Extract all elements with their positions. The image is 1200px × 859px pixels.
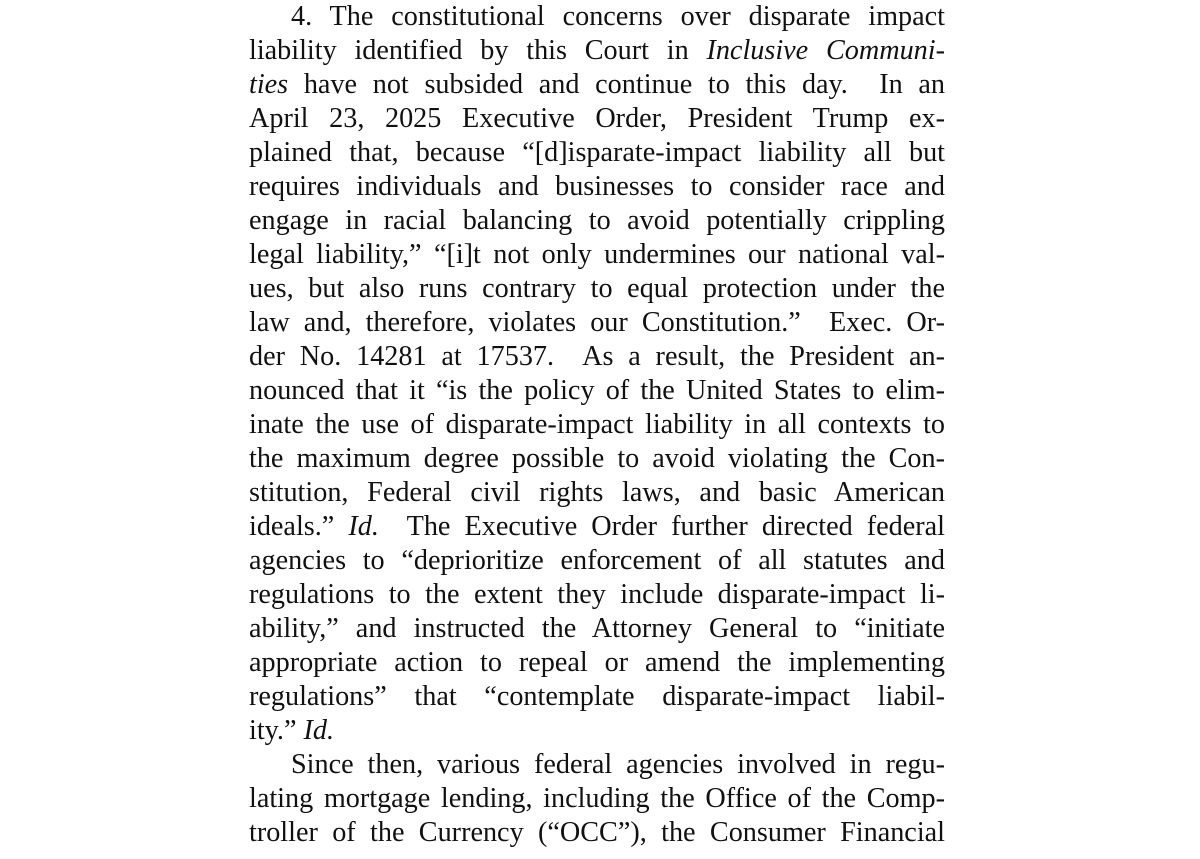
text-segment: April 23, 2025 Executive Order, President Trump ex- — [249, 103, 945, 134]
text-segment: have not subsided and continue to this day. In an — [288, 69, 945, 100]
text-line — [249, 340, 945, 374]
text-line — [249, 442, 945, 476]
text-segment: engage in racial balancing to avoid potentially crippling — [249, 205, 945, 236]
text-segment: liability identified by this Court in — [249, 35, 707, 66]
text-line — [249, 136, 945, 170]
text-segment: lating mortgage lending, including the Office of the Comp- — [249, 783, 945, 814]
text-segment: agencies to “deprioritize enforcement of all statutes and — [249, 545, 945, 576]
text-line — [249, 816, 945, 850]
text-line — [249, 578, 945, 612]
text-line — [249, 612, 945, 646]
text-segment: the maximum degree possible to avoid violating the Con- — [249, 443, 945, 474]
text-segment: ity.” — [249, 715, 304, 746]
text-line — [249, 306, 945, 340]
text-segment: inate the use of disparate-impact liability in all contexts to — [249, 409, 945, 440]
text-line — [249, 102, 945, 136]
text-line — [249, 170, 945, 204]
text-segment: ues, but also runs contrary to equal protection under the — [249, 273, 945, 304]
text-line — [249, 238, 945, 272]
text-segment: The Executive Order further directed federal — [378, 511, 945, 542]
text-segment: ideals.” — [249, 511, 349, 542]
citation-id-italic: Id. — [348, 511, 379, 542]
text-line — [249, 272, 945, 306]
text-segment: stitution, Federal civil rights laws, and basic American — [249, 477, 945, 508]
text-line — [249, 408, 945, 442]
text-segment: Since then, various federal agencies involved in regu- — [291, 749, 945, 780]
text-line — [249, 646, 945, 680]
text-segment: regulations” that “contemplate disparate-impact liabil- — [249, 681, 945, 712]
text-line — [249, 544, 945, 578]
text-line — [291, 0, 945, 34]
text-segment: der No. 14281 at 17537. As a result, the President an- — [249, 341, 945, 372]
text-segment: ability,” and instructed the Attorney General to “initiate — [249, 613, 945, 644]
text-segment: plained that, because “[d]isparate-impact liability all but — [249, 137, 945, 168]
text-line — [249, 34, 945, 68]
case-name-italic: ties — [249, 69, 289, 100]
text-line — [249, 374, 945, 408]
text-segment: legal liability,” “[i]t not only undermines our national val- — [249, 239, 945, 270]
text-segment: regulations to the extent they include disparate-impact li- — [249, 579, 945, 610]
text-line — [249, 714, 945, 748]
text-segment: law and, therefore, violates our Constitution.” Exec. Or- — [249, 307, 945, 338]
text-line — [249, 204, 945, 238]
text-line — [249, 680, 945, 714]
text-line — [249, 68, 945, 102]
text-line — [249, 476, 945, 510]
text-segment: appropriate action to repeal or amend the implementing — [249, 647, 945, 678]
text-segment: 4. The constitutional concerns over disparate impact — [291, 1, 945, 32]
text-segment: troller of the Currency (“OCC”), the Consumer Financial — [249, 817, 945, 848]
text-line — [249, 510, 945, 544]
case-name-italic: Inclusive Communi- — [706, 35, 945, 66]
text-segment: nounced that it “is the policy of the United States to elim- — [249, 375, 945, 406]
text-segment: requires individuals and businesses to consider race and — [249, 171, 945, 202]
text-line — [249, 782, 945, 816]
citation-id-italic: Id. — [303, 715, 335, 746]
text-line — [291, 748, 945, 782]
